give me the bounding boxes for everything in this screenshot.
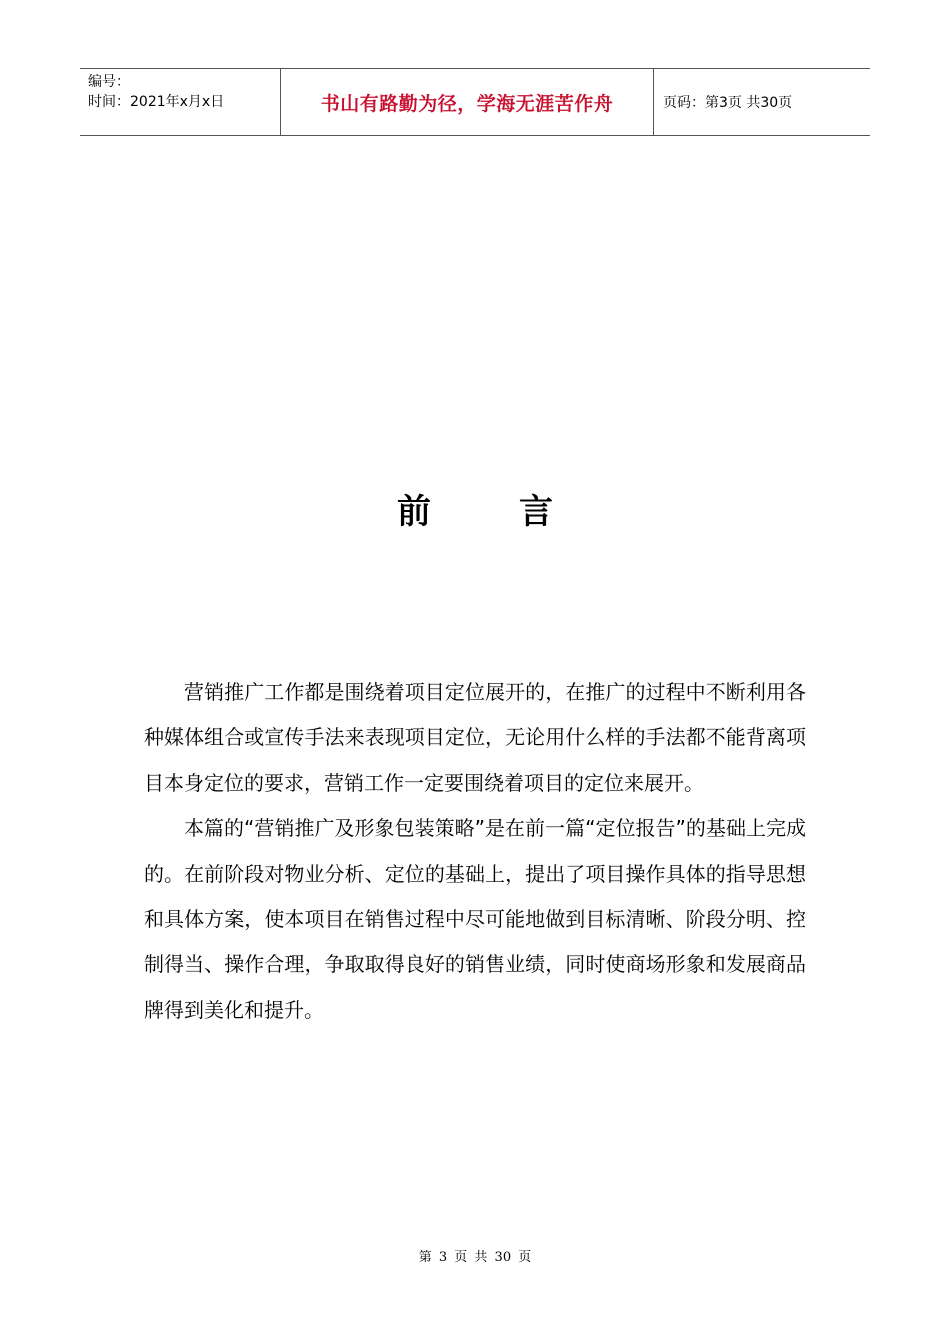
header-meta-cell	[80, 69, 281, 135]
page-title-part-1: 前	[397, 492, 431, 532]
document-number-label: 编号：	[88, 74, 130, 90]
header-page-info: 页码：第3页 共30页	[663, 95, 793, 111]
body-paragraph: 营销推广工作都是围绕着项目定位展开的，在推广的过程中不断利用各种媒体组合或宣传手法来表现项目定位，无论用什么样的手法都不能背离项目本身定位的要求，营销工作一定要围绕着项目的定位来展开。	[144, 680, 806, 795]
page-title	[0, 488, 950, 536]
header-motto: 书山有路勤为径，学海无涯苦作舟	[320, 92, 614, 115]
document-date: 时间：2021年x月x日	[88, 94, 225, 110]
body-paragraph: 本篇的“营销推广及形象包装策略”是在前一篇“定位报告”的基础上完成的。在前阶段对物业分析、定位的基础上，提出了项目操作具体的指导思想和具体方案，使本项目在销售过程中尽可能地做到目标清晰、阶段分明、控制得当、操作合理，争取取得良好的销售业绩，同时使商场形象和发展商品牌得到美化和提升。	[144, 816, 806, 1022]
document-header	[80, 68, 870, 136]
page-title-part-2: 言	[519, 492, 553, 532]
page-footer: 第 3 页 共 30 页	[418, 1250, 532, 1265]
header-motto-cell	[281, 69, 654, 135]
header-page-cell	[654, 69, 870, 135]
document-body	[144, 670, 806, 1033]
